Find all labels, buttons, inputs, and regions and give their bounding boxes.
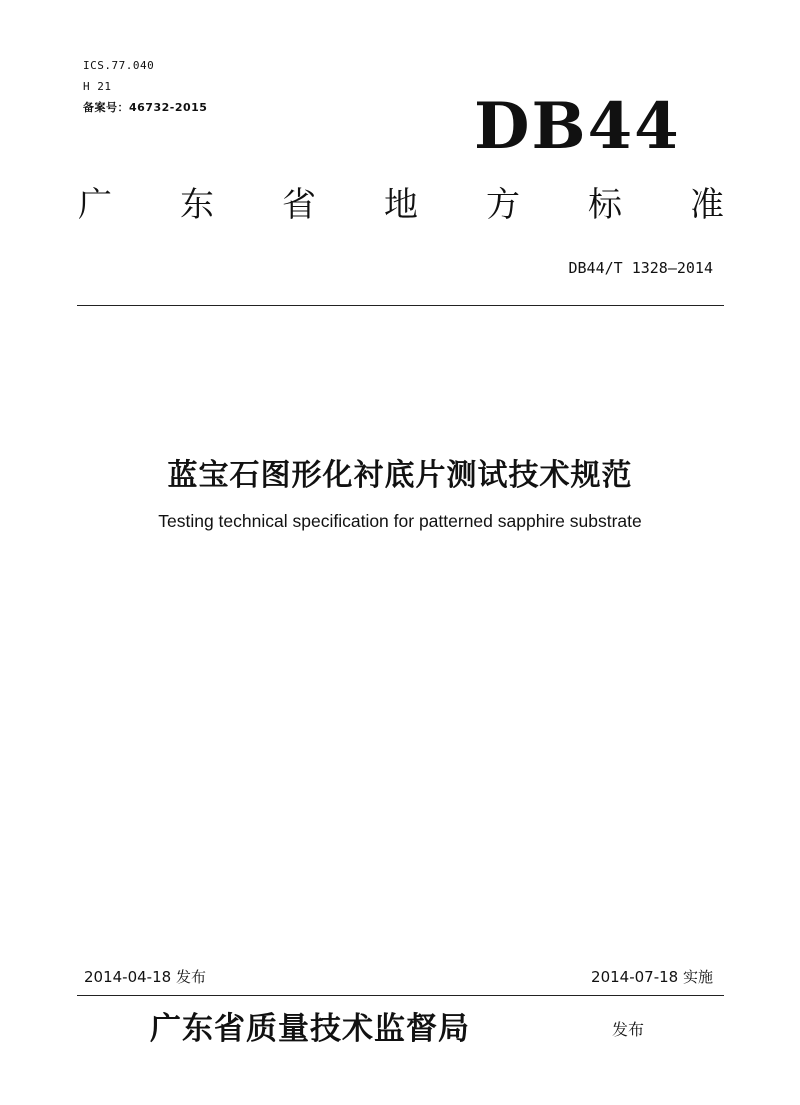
db44-logo: DB44 [474, 89, 681, 164]
ics-code: ICS.77.040 [83, 59, 155, 72]
standard-type-char: 省 [282, 185, 316, 225]
top-divider [77, 305, 724, 306]
standard-type-char: 准 [690, 185, 724, 225]
clc-code: H 21 [83, 80, 112, 93]
issuer-name: 广东省质量技术监督局 [150, 1011, 470, 1047]
standard-type-char: 方 [486, 185, 520, 225]
standard-type-char: 广 [78, 185, 112, 225]
issuer-suffix: 发布 [612, 1020, 645, 1039]
bottom-divider [77, 995, 724, 996]
implementation-date: 2014-07-18 实施 [591, 968, 713, 986]
document-title-zh: 蓝宝石图形化衬底片测试技术规范 [167, 458, 633, 493]
standard-type-char: 东 [180, 185, 214, 225]
standard-type-title [78, 180, 724, 230]
issue-date: 2014-04-18 发布 [84, 968, 206, 986]
standard-type-char: 地 [384, 185, 418, 225]
document-title-en: Testing technical specification for patterned sapphire substrate [158, 511, 642, 531]
standard-type-char: 标 [588, 185, 622, 225]
standard-code: DB44/T 1328—2014 [568, 259, 713, 277]
filing-number: 备案号：46732-2015 [83, 101, 208, 114]
